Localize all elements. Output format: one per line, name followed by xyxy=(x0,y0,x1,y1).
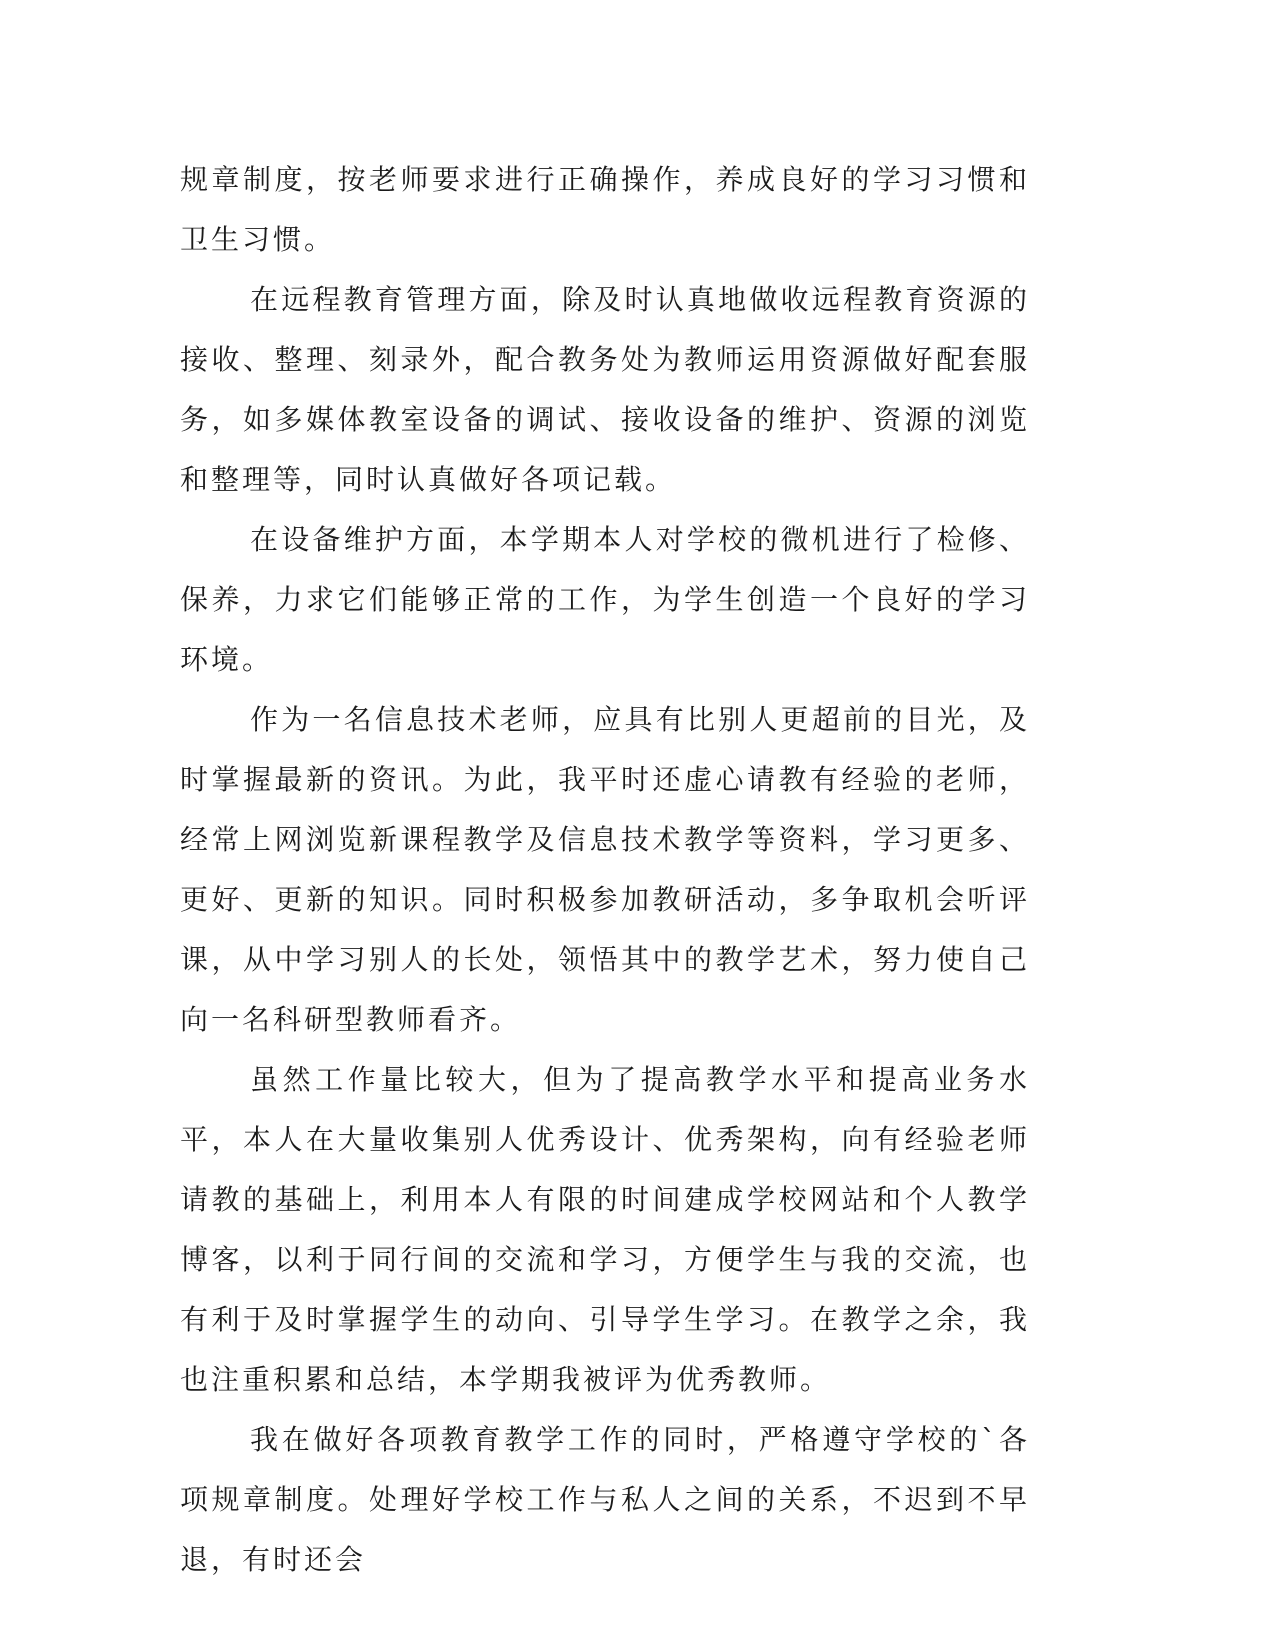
paragraph-it-teacher: 作为一名信息技术老师，应具有比别人更超前的目光，及时掌握最新的资讯。为此，我平时还虚心请教有经验的老师，经常上网浏览新课程教学及信息技术教学等资料，学习更多、更好、更新的知识。同时积极参加教研活动，多争取机会听评课，从中学习别人的长处，领悟其中的教学艺术，努力使自己向一名科研型教师看齐。 xyxy=(180,703,1030,1036)
paragraph-rules: 我在做好各项教育教学工作的同时，严格遵守学校的`各项规章制度。处理好学校工作与私人之间的关系，不迟到不早退，有时还会 xyxy=(180,1423,1030,1576)
document-page xyxy=(180,150,1030,1590)
paragraph-continuation: 规章制度，按老师要求进行正确操作，养成良好的学习习惯和卫生习惯。 xyxy=(180,163,1030,256)
paragraph-workload: 虽然工作量比较大，但为了提高教学水平和提高业务水平，本人在大量收集别人优秀设计、优秀架构，向有经验老师请教的基础上，利用本人有限的时间建成学校网站和个人教学博客，以利于同行间的交流和学习，方便学生与我的交流，也有利于及时掌握学生的动向、引导学生学习。在教学之余，我也注重积累和总结，本学期我被评为优秀教师。 xyxy=(180,1063,1030,1396)
paragraph-remote-education: 在远程教育管理方面，除及时认真地做收远程教育资源的接收、整理、刻录外，配合教务处为教师运用资源做好配套服务，如多媒体教室设备的调试、接收设备的维护、资源的浏览和整理等，同时认真做好各项记载。 xyxy=(180,283,1030,496)
paragraph-equipment-maintenance: 在设备维护方面，本学期本人对学校的微机进行了检修、保养，力求它们能够正常的工作，为学生创造一个良好的学习环境。 xyxy=(180,523,1030,676)
